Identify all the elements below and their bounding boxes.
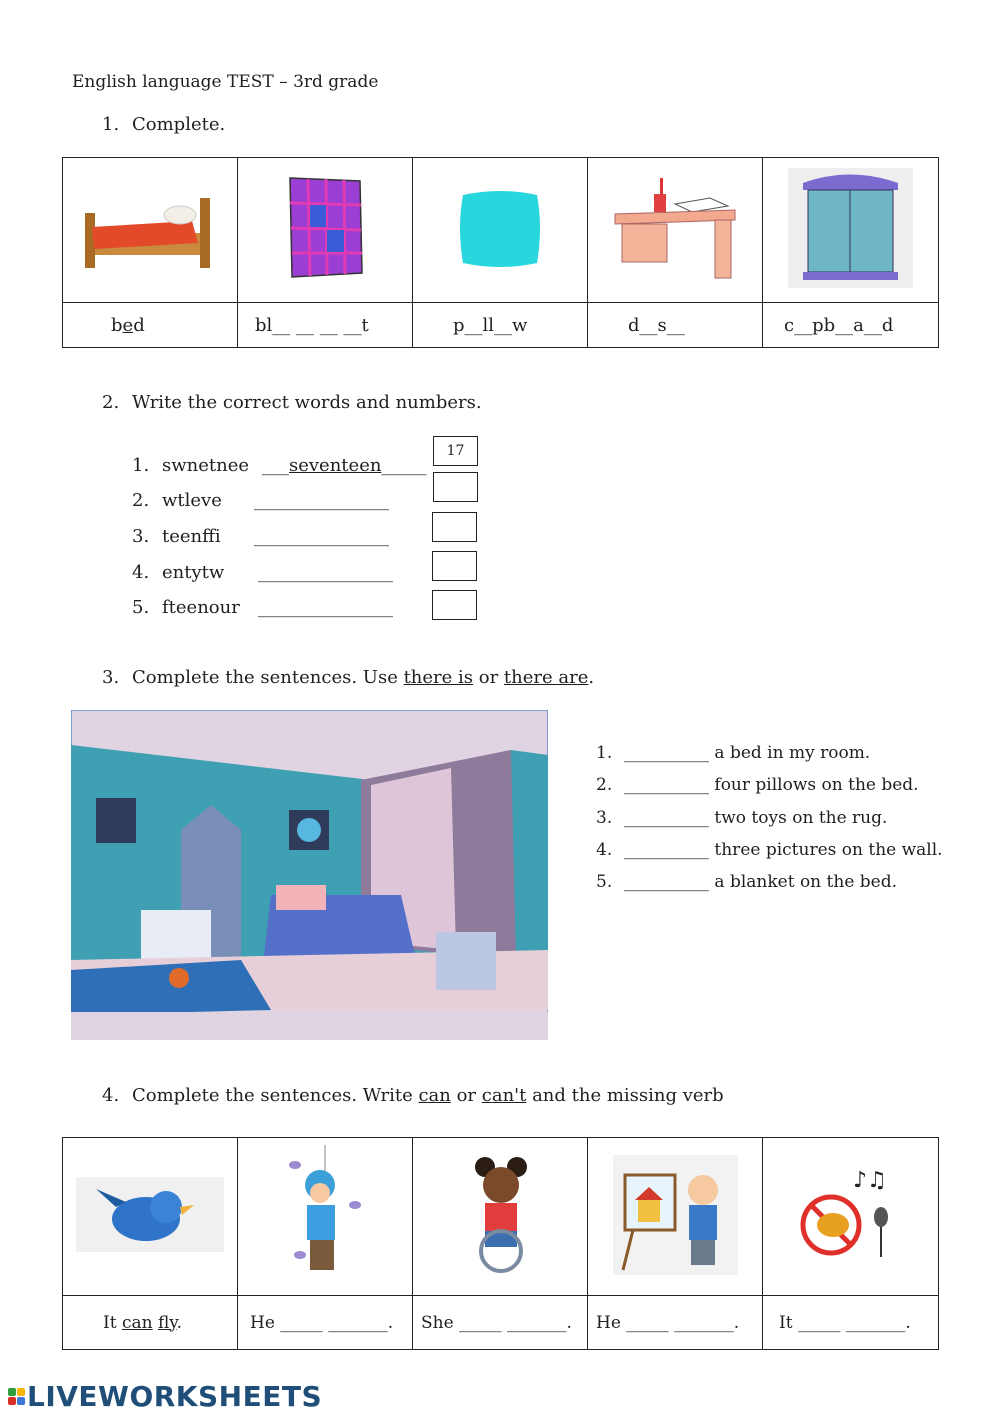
option-can: can (418, 1085, 451, 1106)
q1-number: 1. (102, 114, 120, 135)
q1-picture-cell (588, 158, 763, 303)
q4-sentence: She _____ _______. (413, 1296, 588, 1350)
q3-sentence: 3. __________ two toys on the rug. (596, 808, 888, 828)
sentence-blank[interactable]: __________ (624, 808, 709, 828)
svg-text:♪♫: ♪♫ (852, 1167, 887, 1193)
q2-number: 2. (102, 392, 120, 413)
q1-title: Complete. (132, 114, 226, 135)
q1-heading (102, 114, 225, 135)
q3-sentence: 4. __________ three pictures on the wall. (596, 840, 943, 860)
q4-picture-cell (763, 1138, 939, 1296)
q1-table (62, 157, 939, 348)
pillow-picture (455, 183, 545, 273)
q4-sentence: He _____ _______. (238, 1296, 413, 1350)
document-title: English language TEST – 3rd grade (72, 72, 379, 92)
q4-picture-cell (413, 1138, 588, 1296)
answer-input[interactable]: _______________ (258, 562, 393, 583)
q1-picture-cell (63, 158, 238, 303)
q4-picture-cell (238, 1138, 413, 1296)
q1-word-pillow[interactable]: p__ll__w (413, 303, 588, 348)
scrambled-word: entytw (162, 562, 225, 583)
q4-example-sentence: It can fly. (63, 1296, 238, 1350)
logo-mark-icon (8, 1388, 25, 1405)
answer-text: seventeen (289, 455, 382, 476)
q3-number: 3. (102, 667, 120, 688)
scrambled-word: fteenour (162, 597, 240, 618)
boy-painting-picture (613, 1155, 738, 1275)
number-box[interactable] (432, 512, 477, 542)
scrambled-word: wtleve (162, 490, 222, 511)
q1-word-bed: bed (63, 303, 238, 348)
q3-sentence: 2. __________ four pillows on the bed. (596, 775, 919, 795)
desk-picture (610, 176, 740, 281)
sentence-blank[interactable]: __________ (624, 872, 709, 892)
q1-word-cupboard[interactable]: c__pb__a__d (763, 303, 939, 348)
q4-heading: 4. Complete the sentences. Write can or can't and the missing verb (102, 1085, 724, 1106)
q2-row: 1. swnetnee ___seventeen_____ (132, 455, 427, 476)
q4-table (62, 1137, 939, 1350)
sentence-blank[interactable]: _____ _______. (797, 1312, 911, 1333)
q2-row: 4. entytw _______________ (132, 562, 393, 583)
sentence-blank[interactable]: __________ (624, 840, 709, 860)
option-there-is: there is (403, 667, 474, 688)
q4-number: 4. (102, 1085, 120, 1106)
number-box: 17 (433, 436, 478, 466)
fish-no-singing-picture (791, 1165, 911, 1265)
number-box[interactable] (432, 590, 477, 620)
q1-picture-cell (238, 158, 413, 303)
bed-picture (80, 183, 220, 273)
sentence-blank[interactable]: _____ _______. (459, 1312, 572, 1333)
sentence-blank[interactable]: __________ (624, 775, 709, 795)
q4-sentence: It _____ _______. (763, 1296, 939, 1350)
q1-picture-cell (413, 158, 588, 303)
option-there-are: there are (503, 667, 589, 688)
girl-wheelchair-picture (455, 1155, 545, 1275)
sentence-blank[interactable]: _____ _______. (280, 1312, 394, 1333)
answer-input[interactable]: _______________ (254, 526, 389, 547)
liveworksheets-logo[interactable] (8, 1380, 322, 1413)
sentence-blank[interactable]: _____ _______. (626, 1312, 740, 1333)
q2-row: 3. teenffi _______________ (132, 526, 389, 547)
number-box[interactable] (433, 472, 478, 502)
q2-title: Write the correct words and numbers. (132, 392, 482, 413)
blanket-picture (280, 173, 370, 283)
q1-filled-letter: e (122, 314, 134, 336)
q3-heading: 3. Complete the sentences. Use there is or there are. (102, 667, 595, 688)
number-box[interactable] (432, 551, 477, 581)
option-cant: can't (481, 1085, 527, 1106)
answer-line: ___seventeen_____ (262, 455, 427, 476)
q1-picture-cell (763, 158, 939, 303)
boy-climbing-picture (275, 1145, 375, 1285)
q3-sentence: 5. __________ a blanket on the bed. (596, 872, 898, 892)
q4-picture-cell (63, 1138, 238, 1296)
answer-input[interactable]: _______________ (258, 597, 393, 618)
bird-picture (76, 1177, 224, 1252)
q2-row: 5. fteenour _______________ (132, 597, 393, 618)
q3-sentence: 1. __________ a bed in my room. (596, 743, 871, 763)
sentence-blank[interactable]: __________ (624, 743, 709, 763)
bedroom-picture (71, 710, 548, 1040)
q4-picture-cell (588, 1138, 763, 1296)
q4-sentence: He _____ _______. (588, 1296, 763, 1350)
q1-word-blanket[interactable]: bl__ __ __ __t (238, 303, 413, 348)
q1-word-desk[interactable]: d__s__ (588, 303, 763, 348)
cupboard-picture (788, 168, 913, 288)
logo-text: LIVEWORKSHEETS (27, 1380, 323, 1413)
answer-input[interactable]: _______________ (254, 490, 389, 511)
scrambled-word: teenffi (162, 526, 221, 547)
q2-heading (102, 392, 482, 413)
scrambled-word: swnetnee (162, 455, 250, 476)
q2-row: 2. wtleve _______________ (132, 490, 389, 511)
